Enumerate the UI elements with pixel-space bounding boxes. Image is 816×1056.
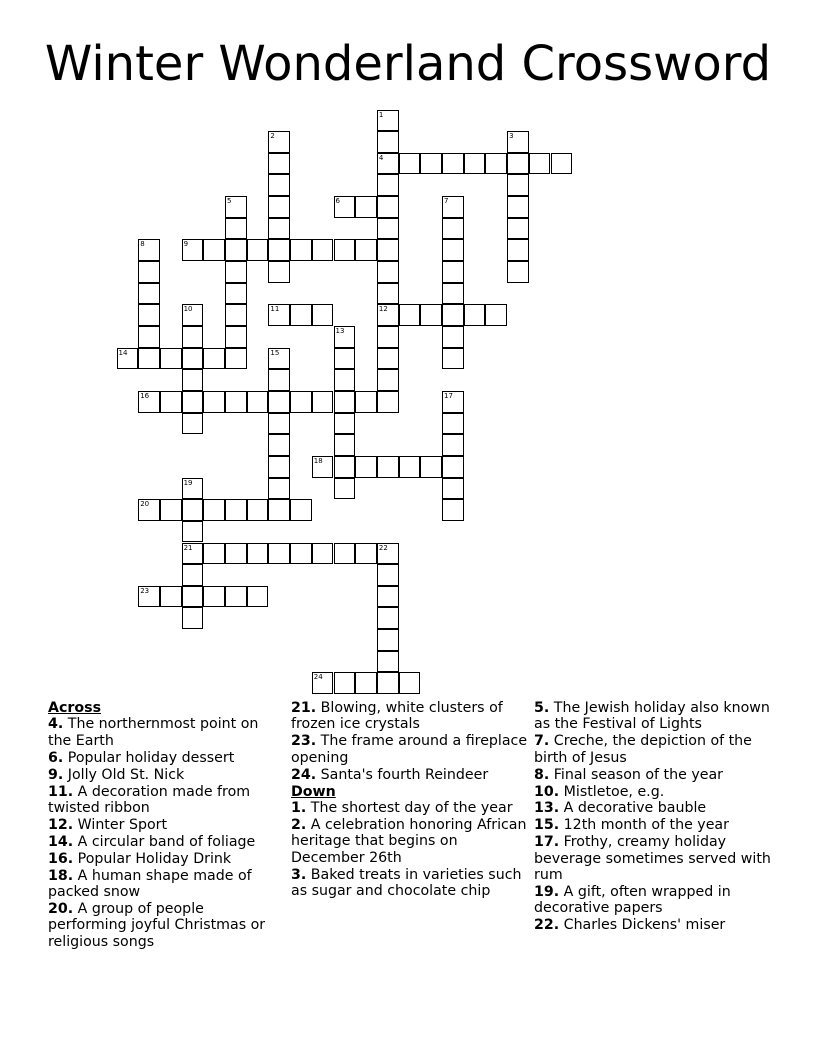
crossword-cell[interactable]: [225, 304, 247, 326]
crossword-cell[interactable]: [268, 391, 290, 413]
crossword-cell[interactable]: [203, 543, 225, 565]
clue-text: Popular holiday dessert: [67, 749, 235, 766]
crossword-cell[interactable]: [203, 499, 225, 521]
crossword-cell[interactable]: [160, 348, 182, 370]
crossword-cell[interactable]: [355, 196, 377, 218]
crossword-cell[interactable]: [485, 153, 507, 175]
crossword-cell[interactable]: [182, 499, 204, 521]
crossword-cell[interactable]: [334, 456, 356, 478]
crossword-cell[interactable]: [529, 153, 551, 175]
crossword-cell[interactable]: [442, 153, 464, 175]
clue-number: 2.: [291, 816, 307, 833]
crossword-cell[interactable]: [442, 239, 464, 261]
down-clue: [534, 834, 772, 883]
crossword-cell[interactable]: [138, 239, 160, 261]
crossword-cell[interactable]: [138, 391, 160, 413]
clue-text: A group of people performing joyful Christmas or religious songs: [48, 900, 266, 950]
crossword-cell[interactable]: [225, 543, 247, 565]
crossword-cell[interactable]: [312, 672, 334, 694]
down-clue: [291, 817, 529, 866]
crossword-cell[interactable]: [225, 196, 247, 218]
crossword-cell[interactable]: [399, 304, 421, 326]
crossword-cell[interactable]: [464, 153, 486, 175]
crossword-cell[interactable]: [268, 543, 290, 565]
clue-text: Jolly Old St. Nick: [67, 766, 185, 783]
crossword-cell[interactable]: [247, 499, 269, 521]
clue-number: 9: [183, 240, 189, 249]
crossword-cell[interactable]: [203, 391, 225, 413]
crossword-cell[interactable]: [225, 586, 247, 608]
crossword-cell[interactable]: [377, 543, 399, 565]
clue-number: 19: [183, 478, 193, 487]
page-title: Winter Wonderland Crossword: [44, 36, 772, 92]
clue-text: Baked treats in varieties such as sugar and chocolate chip: [291, 866, 522, 899]
clue-number: 3.: [291, 866, 307, 883]
down-clue: [534, 784, 772, 800]
crossword-cell[interactable]: [377, 672, 399, 694]
clue-number: 16.: [48, 850, 74, 867]
clue-number: 12.: [48, 816, 74, 833]
crossword-cell[interactable]: [138, 261, 160, 283]
clue-number: 4: [378, 153, 384, 162]
clue-number: 18: [313, 456, 323, 465]
crossword-cell[interactable]: [334, 434, 356, 456]
crossword-cell[interactable]: [160, 586, 182, 608]
crossword-cell[interactable]: [399, 672, 421, 694]
clue-number: 15: [270, 348, 280, 357]
crossword-cell[interactable]: [247, 586, 269, 608]
crossword-cell[interactable]: [442, 196, 464, 218]
clue-number: 1: [378, 110, 384, 119]
clue-text: Santa's fourth Reindeer: [320, 766, 489, 783]
across-clue: [48, 817, 286, 833]
crossword-cell[interactable]: [442, 413, 464, 435]
crossword-cell[interactable]: [355, 239, 377, 261]
clue-number: 14.: [48, 833, 74, 850]
crossword-cell[interactable]: [507, 196, 529, 218]
crossword-cell[interactable]: [182, 478, 204, 500]
crossword-cell[interactable]: [182, 413, 204, 435]
clue-number: 18.: [48, 867, 74, 884]
crossword-cell[interactable]: [268, 218, 290, 240]
crossword-cell[interactable]: [507, 174, 529, 196]
crossword-cell[interactable]: [290, 499, 312, 521]
clue-number: 23.: [291, 733, 317, 750]
crossword-cell[interactable]: [182, 543, 204, 565]
clue-number: 14: [118, 348, 128, 357]
crossword-cell[interactable]: [507, 239, 529, 261]
crossword-cell[interactable]: [334, 478, 356, 500]
crossword-cell[interactable]: [117, 348, 139, 370]
crossword-cell[interactable]: [442, 304, 464, 326]
crossword-cell[interactable]: [377, 456, 399, 478]
clue-text: A circular band of foliage: [77, 833, 256, 850]
crossword-cell[interactable]: [334, 672, 356, 694]
clue-text: Mistletoe, e.g.: [563, 783, 665, 800]
crossword-cell[interactable]: [507, 131, 529, 153]
crossword-cell[interactable]: [507, 218, 529, 240]
clue-number: 7.: [534, 733, 550, 750]
crossword-cell[interactable]: [377, 131, 399, 153]
crossword-cell[interactable]: [420, 304, 442, 326]
clue-text: A decorative bauble: [563, 800, 707, 817]
crossword-cell[interactable]: [355, 543, 377, 565]
crossword-cell[interactable]: [442, 456, 464, 478]
crossword-cell[interactable]: [182, 564, 204, 586]
crossword-cell[interactable]: [377, 153, 399, 175]
clue-number: 3: [509, 132, 514, 141]
clue-number: 17.: [534, 834, 560, 851]
crossword-cell[interactable]: [268, 153, 290, 175]
down-clue: [291, 800, 529, 816]
crossword-cell[interactable]: [225, 348, 247, 370]
clue-number: 2: [270, 132, 275, 141]
crossword-cell[interactable]: [247, 239, 269, 261]
clue-text: A gift, often wrapped in decorative papers: [534, 883, 731, 917]
crossword-cell[interactable]: [334, 413, 356, 435]
crossword-cell[interactable]: [377, 239, 399, 261]
crossword-cell[interactable]: [377, 391, 399, 413]
crossword-cell[interactable]: [182, 391, 204, 413]
clue-number: 10: [183, 305, 193, 314]
crossword-cell[interactable]: [507, 261, 529, 283]
crossword-cell[interactable]: [442, 218, 464, 240]
crossword-cell[interactable]: [377, 326, 399, 348]
crossword-cell[interactable]: [203, 348, 225, 370]
across-clue: [48, 834, 286, 850]
clue-text: Final season of the year: [553, 766, 724, 783]
crossword-cell[interactable]: [268, 456, 290, 478]
clue-column-1: [48, 700, 286, 951]
crossword-cell[interactable]: [377, 586, 399, 608]
crossword-cell[interactable]: [551, 153, 573, 175]
crossword-cell[interactable]: [225, 239, 247, 261]
clue-number: 21: [183, 543, 193, 552]
clue-text: Winter Sport: [77, 816, 168, 833]
crossword-cell[interactable]: [268, 478, 290, 500]
crossword-cell[interactable]: [399, 153, 421, 175]
clue-number: 6: [335, 197, 340, 206]
clue-text: A celebration honoring African heritage that begins on December 26th: [291, 816, 527, 866]
down-clue: [534, 800, 772, 816]
clue-number: 15.: [534, 817, 560, 834]
crossword-cell[interactable]: [442, 326, 464, 348]
crossword-cell[interactable]: [420, 153, 442, 175]
crossword-cell[interactable]: [182, 239, 204, 261]
crossword-cell[interactable]: [464, 304, 486, 326]
crossword-cell[interactable]: [268, 413, 290, 435]
clue-number: 22: [378, 543, 388, 552]
down-clue: [534, 817, 772, 833]
clue-text: The Jewish holiday also known as the Festival of Lights: [534, 700, 770, 733]
crossword-cell[interactable]: [485, 304, 507, 326]
down-clue: [291, 867, 529, 900]
clue-number: 13: [335, 327, 345, 335]
crossword-cell[interactable]: [203, 239, 225, 261]
crossword-cell[interactable]: [182, 369, 204, 391]
across-clue: [48, 767, 286, 783]
clue-number: 24: [313, 673, 323, 682]
crossword-cell[interactable]: [268, 499, 290, 521]
clue-number: 1.: [291, 799, 307, 816]
down-clue: [534, 884, 772, 917]
clue-number: 11.: [48, 783, 74, 800]
crossword-cell[interactable]: [334, 369, 356, 391]
clue-number: 17: [444, 391, 453, 400]
crossword-cell[interactable]: [334, 543, 356, 565]
crossword-cell[interactable]: [355, 672, 377, 694]
crossword-cell[interactable]: [182, 586, 204, 608]
crossword-cell[interactable]: [312, 239, 334, 261]
across-clue: [48, 716, 286, 749]
crossword-cell[interactable]: [442, 434, 464, 456]
clue-text: 12th month of the year: [563, 817, 729, 834]
crossword-cell[interactable]: [225, 499, 247, 521]
crossword-cell[interactable]: [442, 348, 464, 370]
clue-text: The frame around a fireplace opening: [291, 733, 528, 766]
crossword-cell[interactable]: [442, 499, 464, 521]
crossword-cell[interactable]: [290, 239, 312, 261]
crossword-cell[interactable]: [377, 651, 399, 673]
crossword-cell[interactable]: [138, 586, 160, 608]
crossword-cell[interactable]: [138, 283, 160, 305]
crossword-cell[interactable]: [377, 564, 399, 586]
crossword-cell[interactable]: [334, 391, 356, 413]
clue-text: Charles Dickens' miser: [563, 917, 726, 934]
crossword-cell[interactable]: [334, 239, 356, 261]
crossword-cell[interactable]: [225, 261, 247, 283]
across-heading: Across: [48, 700, 102, 716]
across-clue: [291, 733, 529, 766]
clue-number: 8.: [534, 766, 550, 783]
crossword-cell[interactable]: [160, 391, 182, 413]
crossword-cell[interactable]: [377, 348, 399, 370]
across-clue: [48, 750, 286, 766]
clue-number: 5.: [534, 700, 550, 716]
crossword-cell[interactable]: [420, 456, 442, 478]
across-clue: [291, 700, 529, 733]
crossword-cell[interactable]: [182, 521, 204, 543]
crossword-cell[interactable]: [290, 543, 312, 565]
clue-number: 9.: [48, 766, 64, 783]
crossword-cell[interactable]: [290, 304, 312, 326]
clue-number: 20: [140, 500, 150, 509]
crossword-cell[interactable]: [138, 326, 160, 348]
crossword-cell[interactable]: [377, 261, 399, 283]
clue-text: A decoration made from twisted ribbon: [48, 783, 251, 816]
crossword-cell[interactable]: [268, 369, 290, 391]
crossword-cell[interactable]: [377, 196, 399, 218]
crossword-cell[interactable]: [225, 283, 247, 305]
crossword-cell[interactable]: [312, 304, 334, 326]
clue-number: 20.: [48, 900, 74, 917]
crossword-cell[interactable]: [290, 391, 312, 413]
crossword-cell[interactable]: [268, 239, 290, 261]
crossword-cell[interactable]: [268, 196, 290, 218]
clue-number: 7: [444, 197, 449, 206]
crossword-cell[interactable]: [225, 391, 247, 413]
down-heading: Down: [291, 783, 336, 800]
crossword-cell[interactable]: [442, 261, 464, 283]
clue-number: 6.: [48, 749, 64, 766]
crossword-cell[interactable]: [268, 304, 290, 326]
crossword-cell[interactable]: [247, 391, 269, 413]
crossword-cell[interactable]: [138, 348, 160, 370]
crossword-cell[interactable]: [268, 434, 290, 456]
crossword-cell[interactable]: [182, 326, 204, 348]
crossword-cell[interactable]: [182, 607, 204, 629]
crossword-cell[interactable]: [312, 543, 334, 565]
crossword-cell[interactable]: [507, 153, 529, 175]
across-clue: [48, 784, 286, 817]
crossword-cell[interactable]: [268, 174, 290, 196]
across-clue: [48, 901, 286, 950]
clue-number: 22.: [534, 917, 560, 934]
crossword-cell[interactable]: [160, 499, 182, 521]
across-clue: [48, 851, 286, 867]
clue-text: Creche, the depiction of the birth of Jesus: [534, 733, 752, 766]
crossword-cell[interactable]: [225, 326, 247, 348]
clue-number: 5: [227, 197, 232, 206]
crossword-cell[interactable]: [377, 283, 399, 305]
down-clue: [534, 700, 772, 733]
crossword-cell[interactable]: [268, 348, 290, 370]
clue-number: 24.: [291, 766, 317, 783]
crossword-cell[interactable]: [442, 478, 464, 500]
crossword-cell[interactable]: [377, 607, 399, 629]
crossword-cell[interactable]: [442, 283, 464, 305]
clue-number: 10.: [534, 783, 560, 800]
clue-number: 11: [270, 305, 280, 314]
crossword-cell[interactable]: [377, 304, 399, 326]
clue-number: 8: [140, 240, 145, 249]
crossword-cell[interactable]: [334, 196, 356, 218]
crossword-cell[interactable]: [268, 261, 290, 283]
clue-text: The northernmost point on the Earth: [48, 716, 259, 749]
clue-text: The shortest day of the year: [310, 799, 513, 816]
clue-text: A human shape made of packed snow: [48, 867, 252, 900]
clue-number: 16: [140, 391, 150, 400]
crossword-cell[interactable]: [268, 131, 290, 153]
crossword-cell[interactable]: [334, 326, 356, 348]
clue-number: 21.: [291, 700, 317, 716]
clue-number: 4.: [48, 716, 64, 733]
crossword-cell[interactable]: [377, 218, 399, 240]
crossword-cell[interactable]: [334, 348, 356, 370]
crossword-cell[interactable]: [138, 499, 160, 521]
crossword-cell[interactable]: [138, 304, 160, 326]
clue-number: 23: [140, 586, 150, 595]
crossword-cell[interactable]: [225, 218, 247, 240]
clue-text: Frothy, creamy holiday beverage sometimes served with rum: [534, 834, 771, 884]
crossword-cell[interactable]: [377, 174, 399, 196]
crossword-cell[interactable]: [377, 110, 399, 132]
crossword-cell[interactable]: [355, 456, 377, 478]
crossword-cell[interactable]: [442, 391, 464, 413]
clue-text: Blowing, white clusters of frozen ice crystals: [291, 700, 503, 733]
across-clue: [48, 868, 286, 901]
clue-number: 19.: [534, 883, 560, 900]
crossword-cell[interactable]: [182, 348, 204, 370]
clue-column-2: [291, 700, 529, 900]
clue-number: 13.: [534, 800, 560, 817]
crossword-cell[interactable]: [312, 391, 334, 413]
crossword-cell[interactable]: [355, 391, 377, 413]
crossword-cell[interactable]: [312, 456, 334, 478]
crossword-cell[interactable]: [377, 629, 399, 651]
crossword-cell[interactable]: [247, 543, 269, 565]
crossword-cell[interactable]: [203, 586, 225, 608]
down-clue: [534, 733, 772, 766]
crossword-cell[interactable]: [377, 369, 399, 391]
clue-text: Popular Holiday Drink: [77, 850, 232, 867]
down-clue: [534, 917, 772, 933]
across-clue: [291, 767, 529, 783]
crossword-cell[interactable]: [182, 304, 204, 326]
clue-column-3: [534, 700, 772, 934]
clue-number: 12: [378, 305, 388, 314]
crossword-cell[interactable]: [399, 456, 421, 478]
down-clue: [534, 767, 772, 783]
